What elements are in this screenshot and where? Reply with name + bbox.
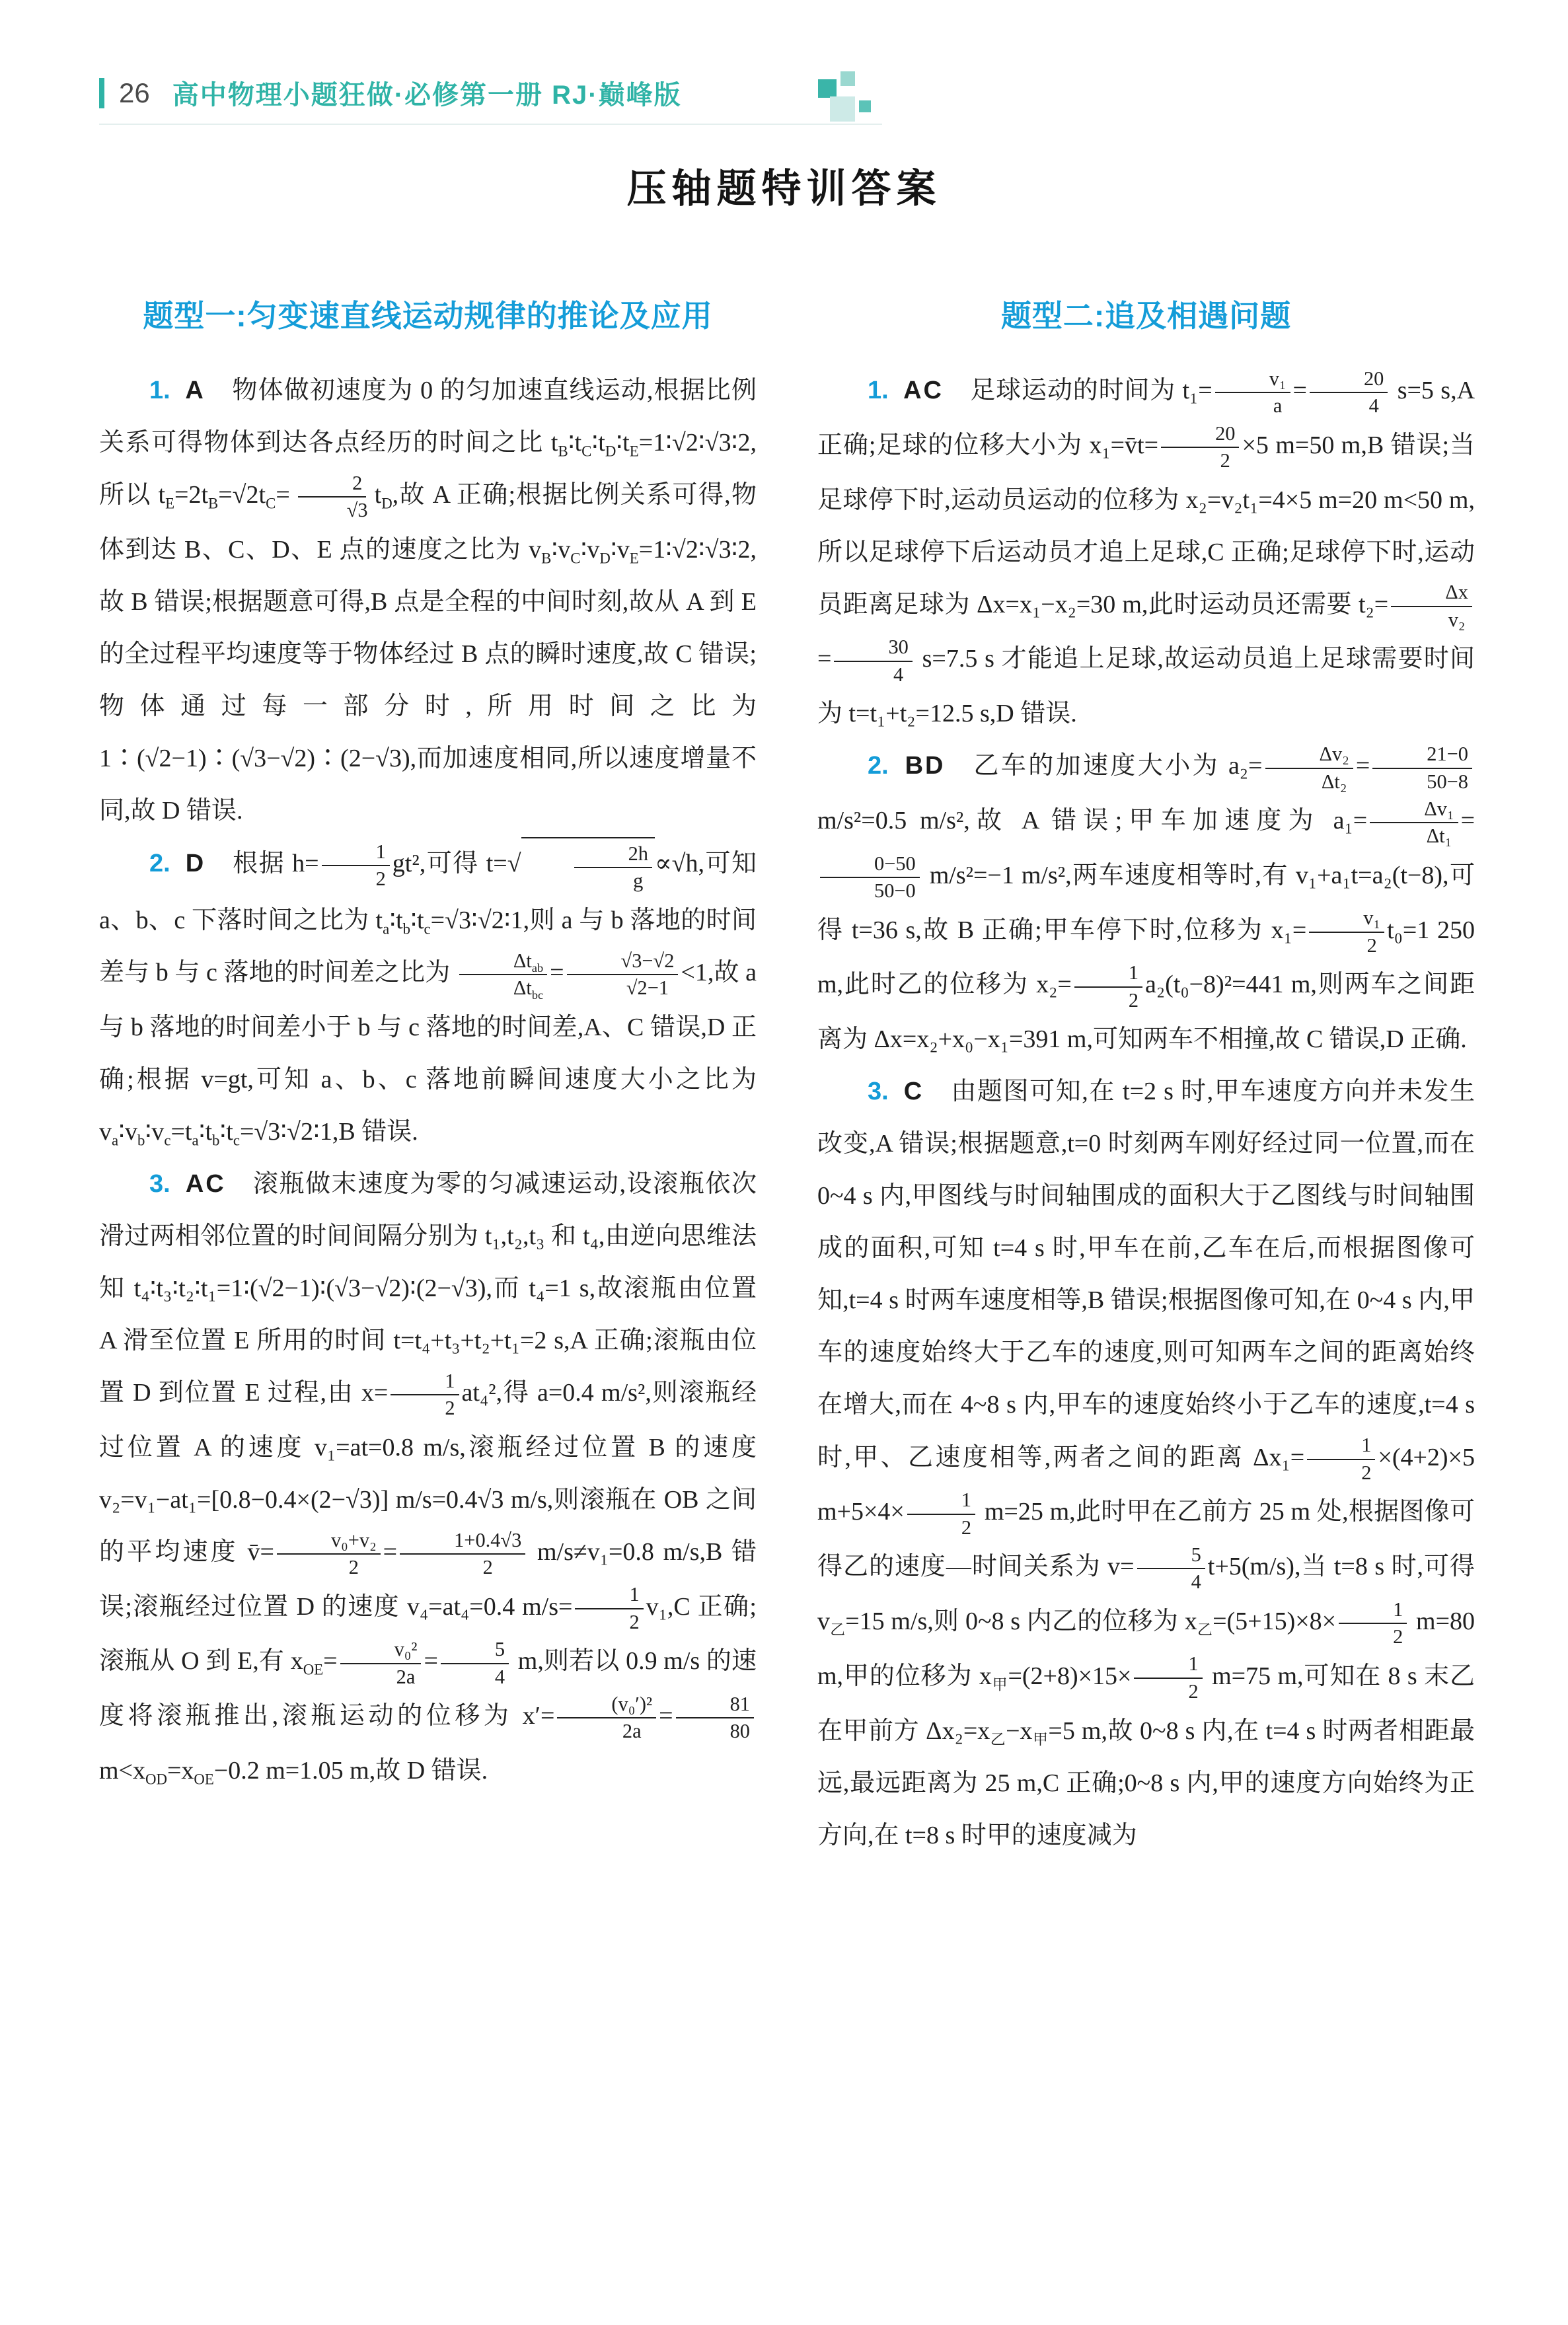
- header-accent-bar: [99, 78, 104, 108]
- item-number: 1.: [149, 377, 170, 404]
- deco-square-3: [830, 96, 855, 122]
- section-title-1: 题型一:匀变速直线运动规律的推论及应用: [143, 299, 713, 333]
- deco-square-2: [840, 71, 855, 86]
- item-answer: AC: [185, 1169, 226, 1198]
- item-text: 由题图可知,在 t=2 s 时,甲车速度方向并未发生改变,A 错误;根据题意,t=0 时刻两车刚好经过同一位置,而在 0~4 s 内,甲图线与时间轴围成的面积大于乙图线与时间轴围成的面积,可知 t=4 s 时,甲车在前,乙车在后,而根据图像可知,t=4 s 时两车速度相等,B 错误;根据图像可知,在 0~4 s 内,甲车的速度始终大于乙车的速度,则可知两车之间的距离始终在增大,而在 4~8 s 内,甲车的速度始终小于乙车的速度,t=4 s 时,甲、乙速度相等,两者之间的距离 Δx₁= $\frac{1}{2}$ ×(4+2)×5 m+5×4× $\frac{1}{2}$ m=25 m,此时甲在乙前方 25 m 处,根据图像可得乙的速度—时间关系为 v= $\frac{5}{4}$ t+5(m/s),当 t=8 s 时,可得 $v_乙=15$ m/s,则 0~8 s 内乙的位移为 $x_乙=(5+15)\times 8\times$ $\frac{1}{2}$ m=80 m,甲的位移为 $x_甲=(2+8)\times 15\times$ $\frac{1}{2}$ m=75 m,可知在 8 s 末乙在甲前方 $\Delta x_2=x_乙-x_甲=5$ m,故 0~8 s 内,在 t=4 s 时两者相距最远,最远距离为 25 m,C 正确;0~8 s 内,甲的速度方向始终为正方向,在 t=8 s 时甲的速度减为: [817, 1078, 1475, 1849]
- column-right: [817, 292, 1475, 1862]
- page-header: [99, 74, 882, 125]
- column-left: [99, 292, 757, 1862]
- answer-item-2: [817, 740, 1475, 1066]
- item-number: 3.: [868, 1078, 889, 1106]
- item-text: 足球运动的时间为 t₁= $\frac{\text{v₁}}{a}$ = $\frac{20}{4}$ s=5 s,A 正确;足球的位移大小为 x₁=v̄t= $\frac{20}{2}$ ×5 m=50 m,B 错误;当足球停下时,运动员运动的位移为 x₂=v₂t₁=4×5 m=20 m<50 m,所以足球停下后运动员才追上足球,C 正确;足球停下时,运动员距离足球为 Δx=x₁−x₂=30 m,此时运动员还需要 t₂= $\frac{\Delta x}{\text{v₂}}$ = $\frac{30}{4}$ s=7.5 s 才能追上足球,故运动员追上足球需要时间为 t=t₁+t₂=12.5 s,D 错误.: [817, 367, 1475, 728]
- deco-squares-icon: [818, 71, 881, 128]
- item-text: 滚瓶做末速度为零的匀减速运动,设滚瓶依次滑过两相邻位置的时间间隔分别为 t₁,t₂,t₃ 和 t₄,由逆向思维法知 t₄∶t₃∶t₂∶t₁=1∶(√2−1)∶(√3−√2)∶(2−√3),而 t₄=1 s,故滚瓶由位置 A 滑至位置 E 所用的时间 t=t₄+t₃+t₂+t₁=2 s,A 正确;滚瓶由位置 D 到位置 E 过程,由 x= $\frac{1}{2}$ at₄²,得 a=0.4 m/s²,则滚瓶经过位置 A 的速度 v₁=at=0.8 m/s,滚瓶经过位置 B 的速度 v₂=v₁−at₁=[0.8−0.4×(2−√3)] m/s=0.4√3 m/s,则滚瓶在 OB 之间的平均速度 v̄= $\frac{\text{v₀+v₂}}{2}$ = $\frac{1+0.4√3}{2}$ m/s≠v₁=0.8 m/s,B 错误;滚瓶经过位置 D 的速度 v₄=at₄=0.4 m/s= $\frac{1}{2}$ v₁,C 正确;滚瓶从 O 到 E,有 $x_{OE}=$ $\frac{\text{v₀²}}{2a}$ = $\frac{5}{4}$ m,则若以 0.9 m/s 的速度将滚瓶推出,滚瓶运动的位移为 x′= $\frac{\text{(v₀′)²}}{2a}$ = $\frac{81}{80}$ $m<x_{OD}=x_{OE}-0.2$ m=1.05 m,故 D 错误.: [99, 1169, 757, 1788]
- item-answer: D: [185, 850, 206, 878]
- item-number: 2.: [868, 752, 889, 780]
- answer-item-1: [99, 365, 757, 837]
- section-title-2: 题型二:追及相遇问题: [1000, 299, 1292, 333]
- answer-item-3: [99, 1158, 757, 1797]
- item-answer: A: [185, 377, 205, 404]
- item-number: 3.: [149, 1169, 170, 1198]
- item-number: 2.: [149, 850, 170, 878]
- deco-square-4: [859, 100, 871, 112]
- page-number: 26: [119, 77, 150, 108]
- answer-item-3: [817, 1066, 1475, 1861]
- item-text: 乙车的加速度大小为 a₂= $\frac{\text{Δv₂}}{\text{Δt₂}}$ = $\frac{21-0}{50-8}$ m/s²=0.5 m/s²,故 A 错误;甲车加速度为 a₁= $\frac{\text{Δv₁}}{\text{Δt₁}}$ = $\frac{0-50}{50-0}$ m/s²=−1 m/s²,两车速度相等时,有 v₁+a₁t=a₂(t−8),可得 t=36 s,故 B 正确;甲车停下时,位移为 x₁= $\frac{\text{v₁}}{2}$ t₀=1 250 m,此时乙的位移为 x₂= $\frac{1}{2}$ a₂(t₀−8)²=441 m,则两车之间距离为 Δx=x₂+x₀−x₁=391 m,可知两车不相撞,故 C 错误,D 正确.: [817, 743, 1475, 1054]
- item-text: 物体做初速度为 0 的匀加速直线运动,根据比例关系可得物体到达各点经历的时间之比 $t_B∶t_C∶t_D∶t_E=1∶√2∶√3∶2$,所以 $t_E=2t_B=√2t_C=$ $\frac{2}{√3}$ $t_D$,故 A 正确;根据比例关系可得,物体到达 B、C、D、E 点的速度之比为 $v_B∶v_C∶v_D∶v_E=1∶√2∶√3∶2$,故 B 错误;根据题意可得,B 点是全程的中间时刻,故从 A 到 E 的全过程平均速度等于物体经过 B 点的瞬时速度,故 C 错误;物体通过每一部分时,所用时间之比为 1∶(√2−1)∶(√3−√2)∶(2−√3),而加速度相同,所以速度增量不同,故 D 错误.: [99, 377, 757, 825]
- answer-item-1: [817, 365, 1475, 740]
- deco-square-1: [818, 79, 837, 98]
- answer-item-2: [99, 837, 757, 1158]
- item-answer: AC: [903, 377, 944, 404]
- page-title: 压轴题特训答案: [626, 166, 942, 211]
- book-title: 高中物理小题狂做·必修第一册 RJ·巅峰版: [172, 81, 682, 110]
- item-answer: BD: [905, 752, 946, 780]
- item-number: 1.: [868, 377, 889, 404]
- item-text: 根据 h= $\frac{1}{2}$ gt²,可得 t=√ $\frac{2h}{g}$ ∝√h,可知 a、b、c 下落时间之比为 $t_a∶t_b∶t_c=√3∶√2∶1$,则 a 与 b 落地的时间差与 b 与 c 落地的时间差之比为 $\Delta t_{ab}$ $\Delta t_{bc}$ = $\frac{√3-√2}{√2-1}$ <1,故 a 与 b 落地的时间差小于 b 与 c 落地的时间差,A、C 错误,D 正确;根据 v=gt,可知 a、b、c 落地前瞬间速度大小之比为 $v_a∶v_b∶v_c=t_a∶t_b∶t_c=√3∶√2∶1,B$ 错误.: [99, 850, 757, 1146]
- item-answer: C: [903, 1078, 924, 1106]
- content-columns: [99, 292, 1475, 1862]
